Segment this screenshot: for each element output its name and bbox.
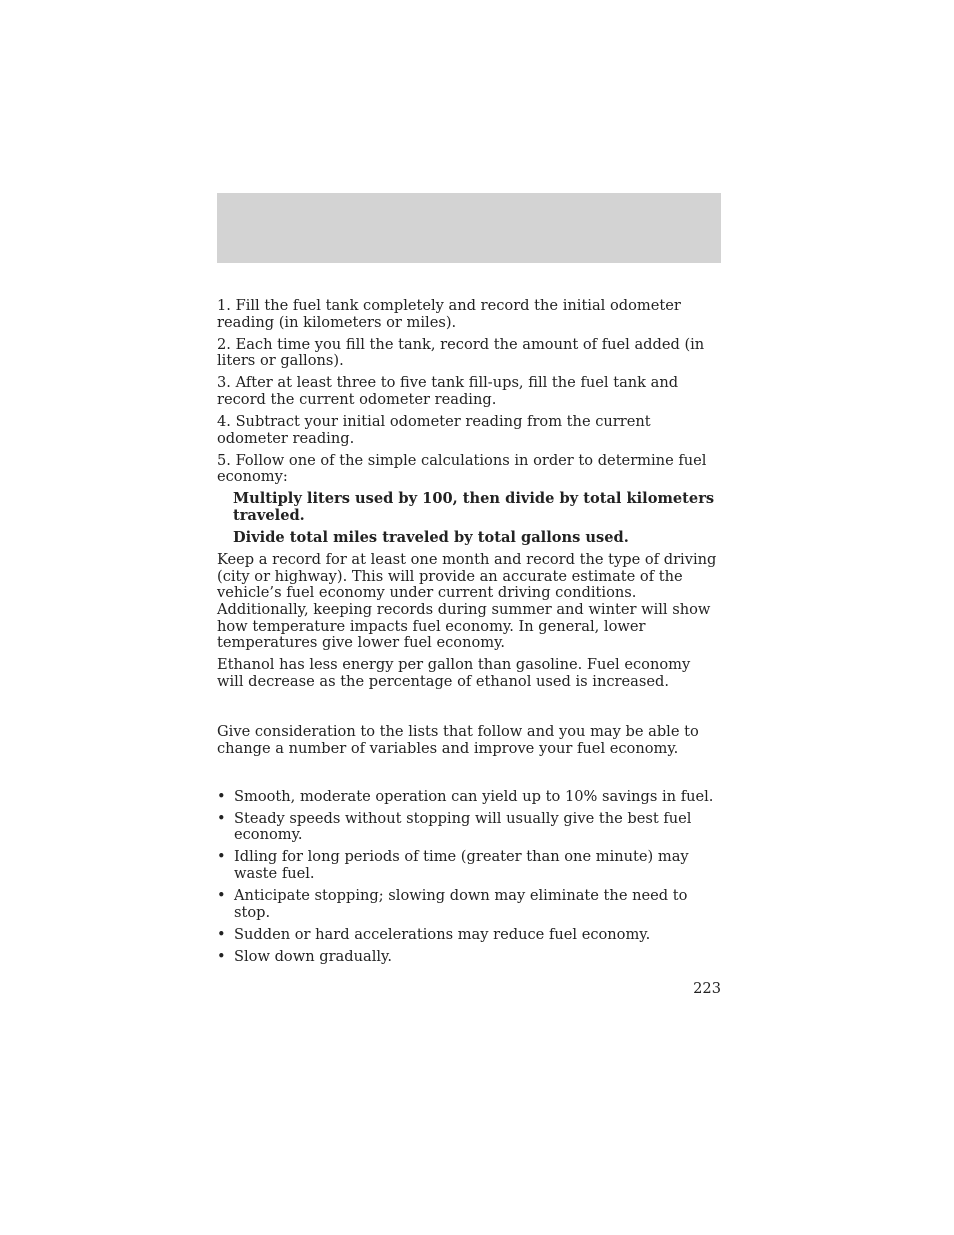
bullet-icon: • [217, 787, 226, 805]
page-content [217, 298, 721, 971]
tip-text: Anticipate stopping; slowing down may eliminate the need to stop. [234, 887, 688, 921]
list-item [217, 927, 721, 944]
tip-text: Smooth, moderate operation can yield up to 10% savings in fuel. [234, 787, 714, 805]
section-header-band [217, 193, 721, 263]
list-item [217, 949, 721, 966]
record-keeping-paragraph: Keep a record for at least one month and record the type of driving (city or highway). This will provide an accurate estimate of the vehicle’s fuel economy under current driving conditions. Additionally, keeping records during summer and winter will show how temperature impacts fuel economy. In general, lower temperatures give lower fuel economy. [217, 551, 717, 652]
step-5: 5. Follow one of the simple calculations in order to determine fuel economy: [217, 451, 707, 486]
tip-text: Steady speeds without stopping will usually give the best fuel economy. [234, 809, 692, 844]
step-3: 3. After at least three to five tank fill-ups, fill the fuel tank and record the current odometer reading. [217, 374, 679, 408]
list-item [217, 849, 721, 882]
tip-text: Slow down gradually. [234, 947, 392, 965]
page-number: 223 [693, 980, 721, 997]
calculation-metric: Multiply liters used by 100, then divide by total kilometers traveled. [233, 490, 715, 525]
consideration-paragraph: Give consideration to the lists that follow and you may be able to change a number of variables and improve your fuel economy. [217, 723, 699, 758]
bullet-icon: • [217, 887, 226, 905]
list-item [217, 789, 721, 806]
step-2: 2. Each time you fill the tank, record the amount of fuel added (in liters or gallons). [217, 335, 705, 370]
step-4: 4. Subtract your initial odometer reading from the current odometer reading. [217, 413, 651, 447]
step-1: 1. Fill the fuel tank completely and record the initial odometer reading (in kilometers or miles). [217, 297, 681, 331]
ethanol-paragraph: Ethanol has less energy per gallon than gasoline. Fuel economy will decrease as the percentage of ethanol used is increased. [217, 656, 691, 690]
bullet-icon: • [217, 925, 226, 943]
list-item [217, 811, 721, 844]
bullet-icon: • [217, 848, 226, 866]
bullet-icon: • [217, 809, 226, 827]
list-item [217, 888, 721, 921]
driving-tips-list [217, 789, 721, 966]
calculation-imperial: Divide total miles traveled by total gallons used. [233, 529, 629, 547]
tip-text: Idling for long periods of time (greater than one minute) may waste fuel. [234, 848, 689, 883]
bullet-icon: • [217, 947, 226, 965]
tip-text: Sudden or hard accelerations may reduce fuel economy. [234, 925, 651, 943]
